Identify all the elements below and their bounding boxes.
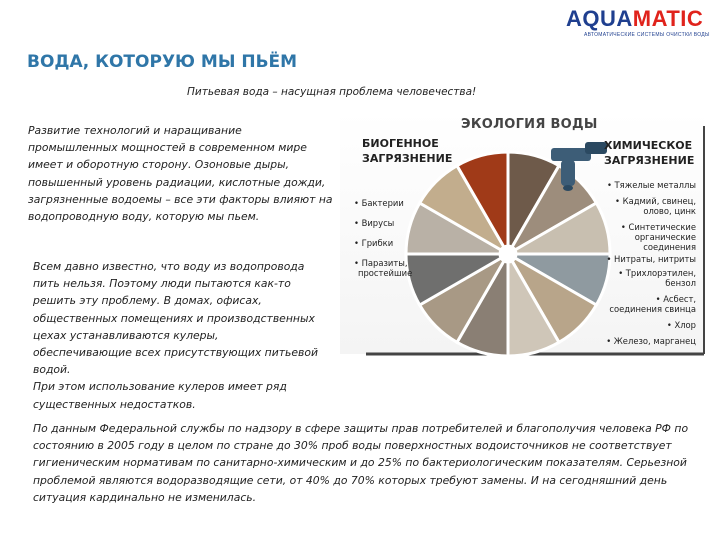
coolers-paragraph: [33, 258, 318, 413]
chemical-heading: [604, 138, 704, 168]
pollution-wheel: [406, 152, 610, 356]
biogenic-heading-line1: БИОГЕННОЕ: [362, 137, 439, 150]
chem-item: олово, цинк: [643, 206, 696, 216]
bio-item: • Грибки: [354, 238, 394, 248]
chem-item: • Железо, марганец: [606, 336, 696, 346]
logo-brand-part2: MATIC: [632, 6, 704, 31]
water-ecology-infographic: [336, 108, 708, 358]
infographic-title: ЭКОЛОГИЯ ВОДЫ: [461, 117, 598, 132]
statistics-paragraph: По данным Федеральной службы по надзору в сфере защиты прав потребителей и благополучия человека РФ по состоянию в 2005 году в целом по стране до 30% проб воды поверхностных водоисточников не соответствует гигиеническим нормативам по санитарно-химическим и до 25% по бактериологическим показателям. Серьезной проблемой являются водоразводящие сети, от 40% до 70% которых требуют замены. И на сегодняшний день ситуация кардинально не изменилась.: [33, 422, 689, 504]
chem-item: соединения: [643, 242, 696, 252]
logo-tagline: АВТОМАТИЧЕСКИЕ СИСТЕМЫ ОЧИСТКИ ВОДЫ: [584, 32, 710, 38]
logo-brand-part1: AQUA: [566, 6, 633, 31]
coolers-paragraph-main: Всем давно известно, что воду из водопровода пить нельзя. Поэтому люди пытаются как-то решить эту проблему. В домах, офисах, общественных помещениях и производственных цехах устанавливаются кулеры, обеспечивающие всех присутствующих питьевой водой.: [33, 260, 319, 377]
chem-item: • Асбест,: [655, 294, 696, 304]
chem-item: бензол: [665, 278, 696, 288]
chem-item: соединения свинца: [609, 304, 696, 314]
chem-item: • Тяжелые металлы: [606, 180, 696, 190]
chemical-heading-line2: ЗАГРЯЗНЕНИЕ: [604, 154, 695, 167]
chem-item: • Синтетические: [620, 222, 696, 232]
coolers-paragraph-note: При этом использование кулеров имеет ряд существенных недостатков.: [33, 380, 287, 411]
aquamatic-logo: [566, 6, 712, 40]
wheel-hub: [500, 246, 516, 262]
slide-subtitle: Питьевая вода – насущная проблема человечества!: [187, 86, 477, 98]
intro-paragraph: Развитие технологий и наращивание промышленных мощностей в современном мире имеет и оборотную сторону. Озоновые дыры, повышенный уровень радиации, кислотные дожди, загрязненные водоемы – все эти факторы влияют на водопроводную воду, которую мы пьем.: [28, 124, 333, 224]
chemical-heading-line1: ХИМИЧЕСКОЕ: [604, 139, 693, 152]
chem-item: • Хлор: [666, 320, 696, 330]
chem-item: • Трихлорэтилен,: [618, 268, 696, 278]
bio-item: • Вирусы: [354, 218, 395, 228]
chem-item: • Нитраты, нитриты: [606, 254, 696, 264]
bio-item: простейшие: [358, 268, 413, 278]
bio-item: • Бактерии: [354, 198, 404, 208]
biogenic-heading: [362, 136, 452, 166]
chem-item: • Кадмий, свинец,: [615, 196, 696, 206]
slide-title: ВОДА, КОТОРУЮ МЫ ПЬЁМ: [27, 52, 298, 72]
biogenic-heading-line2: ЗАГРЯЗНЕНИЕ: [362, 152, 453, 165]
logo-wordmark: [566, 6, 703, 32]
bio-item: • Паразиты,: [354, 258, 408, 268]
chem-item: органические: [634, 232, 696, 242]
